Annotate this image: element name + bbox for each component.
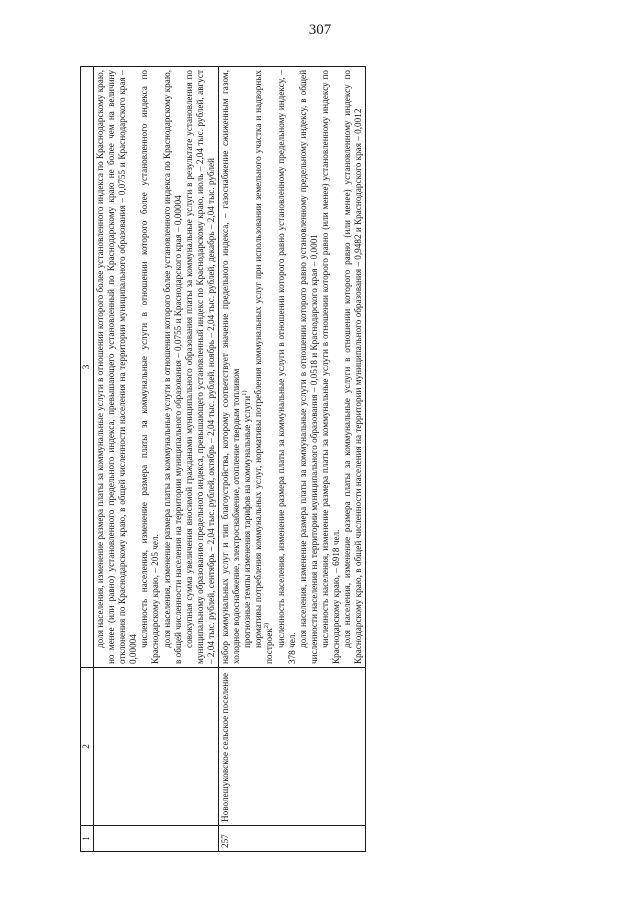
paragraph-text: нормативы потребления коммунальных услуг, нормативы потребления коммунальных услуг при использовании земельного участка и надворных построек [253,70,275,664]
header-col-1: 1 [81,826,94,852]
row-number [94,826,219,852]
paragraph: доля населения, изменение размера платы за коммунальные услуги в отношении которого равно (или менее) установленному индексу по Краснодарскому краю, в общей численности населения на территории муниципального образования – 0,9482 и Краснодарского края – 0,0012 [342,70,364,664]
paragraph: совокупная сумма увеличения вносимой гражданами муниципального образования платы за коммунальные услуги в результате установления по муниципальному образованию предельного индекса, превышающего установленный индекс по Краснодарскому краю, июль – 2,04 тыс. рублей, август – 2,04 тыс. рублей, сентябрь – 2,04 тыс. рублей, октябрь – 2,04 тыс. рублей, ноябрь – 2,04 тыс. рублей, декабрь – 2,04 тыс. рублей [183,70,216,664]
table-header-row [81,67,94,852]
row-description [94,67,219,668]
paragraph [242,70,253,664]
footnote-mark: 2) [263,622,271,629]
row-number: 257 [219,826,366,852]
indices-table [80,66,366,852]
footnote-mark: 1) [241,390,249,396]
table-row [94,67,219,852]
paragraph: численность населения, изменение размера платы за коммунальные услуги в отношении которого равно установленному предельному индексу, – 378 чел. [275,70,297,664]
header-col-3: 3 [81,67,94,668]
paragraph: доля населения, изменение размера платы за коммунальные услуги в отношении которого более установленного индекса по Краснодарскому краю, в общей численности населения на территории муниципального образования – 0,0755 и Краснодарского края – 0,00004 [161,70,183,664]
rotated-table-container [80,67,566,852]
paragraph: численность населения, изменение размера платы за коммунальные услуги в отношении которого равно (или менее) установленному индексу по Краснодарскому краю, – 6918 чел. [319,70,341,664]
paragraph-text: прогнозные темпы изменения тарифов на коммунальные услуги [242,395,253,648]
paragraph: набор коммунальных услуг и тип благоустройства, которому соответствует значение предельного индекса, – газоснабжение сжиженным газом, холодное водоснабжение, электроснабжение, отопление твердым топливом [220,70,242,664]
paragraph: доля населения, изменение размера платы за коммунальные услуги в отношении которого равно установленному предельному индексу, в общей численности населения на территории муниципального образования – 0,0518 и Краснодарского края – 0,0001 [297,70,319,664]
table-row [219,67,366,852]
paragraph: доля населения, изменение размера платы за коммунальные услуги в отношении которого более установленного индекса по Краснодарскому краю, но менее (или равно) установленного предельного индекса, превышающего установленный по Краснодарскому краю не более чем на величину отклонения по Краснодарскому краю, в общей численности населения на территории муниципального образования – 0,0755 и Краснодарского края – 0,00004 [95,70,139,664]
header-col-2: 2 [81,668,94,826]
paragraph [253,70,275,664]
municipality-name: Новолешуковское сельское поселение [219,668,366,826]
row-description [219,67,366,668]
paragraph: численность населения, изменение размера платы за коммунальные услуги в отношении которого более установленного индекса по Краснодарскому краю, – 205 чел. [139,70,161,664]
page-number: 307 [308,22,332,38]
municipality-name [94,668,219,826]
